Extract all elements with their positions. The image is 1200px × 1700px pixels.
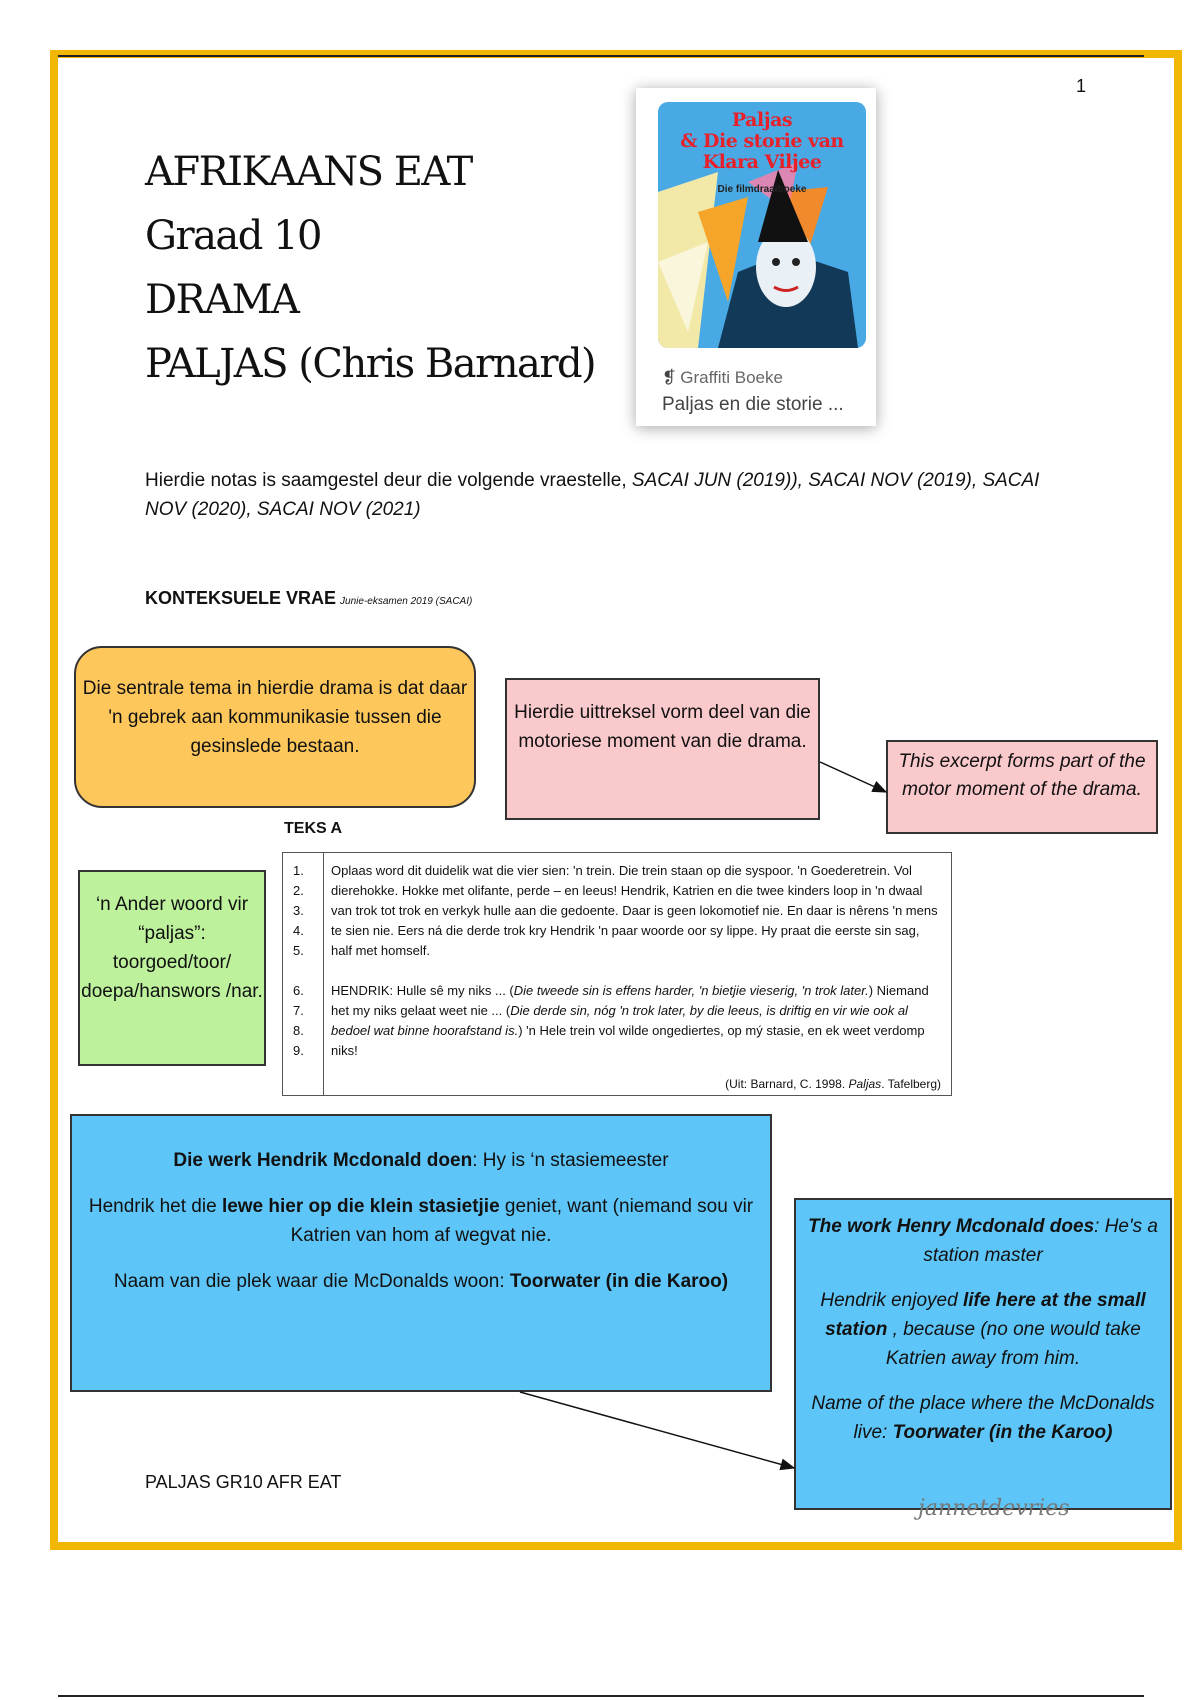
teks-paragraph-1: Oplaas word dit duidelik wat die vier sien: 'n trein. Die trein staan op die syspoor. 'n Goederetrein. Vol dierehokke. Hokke met olifante, perde – en leeus! Hendrik, Katrien en die twee kinders loop in 'n dwaal van trok tot trok en verkyk hulle aan die gedoente. Daar is geen lokomotief nie. En daar is nêrens 'n mens te sien nie. Eers ná die derde trok kry Hendrik 'n paar woorde oor sy lippe. Hy praat die eerste sin sag, half met homself.	[331, 863, 938, 958]
top-rule	[58, 55, 1144, 57]
enjoy-line-af: Hendrik het die lewe hier op die klein stasietjie geniet, want (niemand sou vir Katrien van hom af wegvat nie.	[88, 1196, 754, 1246]
intro-text: Hierdie notas is saamgestel deur die volgende vraestelle, SACAI JUN (2019)), SACAI NOV (2019), SACAI NOV (2020), SACAI NOV (2021)	[145, 470, 1040, 520]
synonym-note: ‘n Ander woord vir “paljas”: toorgoed/toor/ doepa/hanswors /nar.	[78, 870, 266, 1066]
place-line-af: Naam van die plek waar die McDonalds woon: Toorwater (in die Karoo)	[113, 1271, 729, 1292]
section-heading: KONTEKSUELE VRAE Junie-eksamen 2019 (SACAI)	[145, 588, 473, 608]
publisher-name: Graffiti Boeke	[680, 368, 783, 387]
work-line-af: Die werk Hendrik Mcdonald doen: Hy is ‘n stasiemeester	[173, 1150, 669, 1171]
motor-moment-note-af: Hierdie uittreksel vorm deel van die motoriese moment van die drama.	[505, 678, 820, 820]
motor-moment-note-en: This excerpt forms part of the motor moment of the drama.	[886, 740, 1158, 834]
work-line-en: The work Henry Mcdonald does: He's a station master	[808, 1216, 1158, 1266]
book-cover-title: Paljas & Die storie van Klara Viljee	[680, 109, 844, 173]
page-number: 1	[1076, 76, 1087, 96]
title-subject: AFRIKAANS EAT	[145, 149, 472, 195]
place-line-en: Name of the place where the McDonalds live: Toorwater (in the Karoo)	[811, 1393, 1155, 1443]
teks-source: (Uit: Barnard, C. 1998. Paljas. Tafelberg)	[725, 1077, 941, 1091]
theme-note: Die sentrale tema in hierdie drama is dat daar 'n gebrek aan kommunikasie tussen die gesinslede bestaan.	[74, 646, 476, 808]
title-work: PALJAS (Chris Barnard)	[145, 341, 596, 387]
teks-paragraph-2: HENDRIK: Hulle sê my niks ... (Die tweede sin is effens harder, 'n bietjie vieserig, 'n trok later.) Niemand het my niks gelaat weet nie ... (Die derde sin, nóg 'n trok later, by die leeus, is driftig en vir wie ook al bedoel wat binne hoorafstand is.) 'n Hele trein vol wilde ongediertes, op mý stasie, en ek weet verdomp niks!	[331, 983, 929, 1058]
title-genre: DRAMA	[145, 277, 299, 323]
publisher-line	[662, 368, 783, 388]
teks-label: TEKS A	[284, 820, 343, 837]
hendrik-note-en	[794, 1198, 1172, 1510]
bottom-rule	[58, 1695, 1144, 1697]
teks-box	[282, 852, 952, 1096]
enjoy-line-en: Hendrik enjoyed life here at the small station , because (no one would take Katrien away from him.	[820, 1290, 1146, 1369]
book-card[interactable]	[636, 88, 876, 426]
book-caption[interactable]: Paljas en die storie ...	[662, 394, 844, 415]
publisher-icon: ❡	[662, 368, 677, 387]
section-source: Junie-eksamen 2019 (SACAI)	[340, 596, 473, 607]
teks-text	[331, 861, 943, 1061]
teks-line-numbers: 1. 2. 3. 4. 5. 6. 7. 8. 9.	[293, 863, 304, 1058]
title-grade: Graad 10	[145, 213, 321, 259]
hendrik-note-af	[70, 1114, 772, 1392]
title-block	[145, 140, 595, 396]
signature: jannetdevries	[918, 1496, 1070, 1521]
book-cover-subtitle: Die filmdraaiboeke	[717, 184, 807, 195]
teks-divider	[323, 853, 324, 1095]
book-cover-image	[658, 102, 866, 348]
footer-label: PALJAS GR10 AFR EAT	[145, 1472, 342, 1492]
